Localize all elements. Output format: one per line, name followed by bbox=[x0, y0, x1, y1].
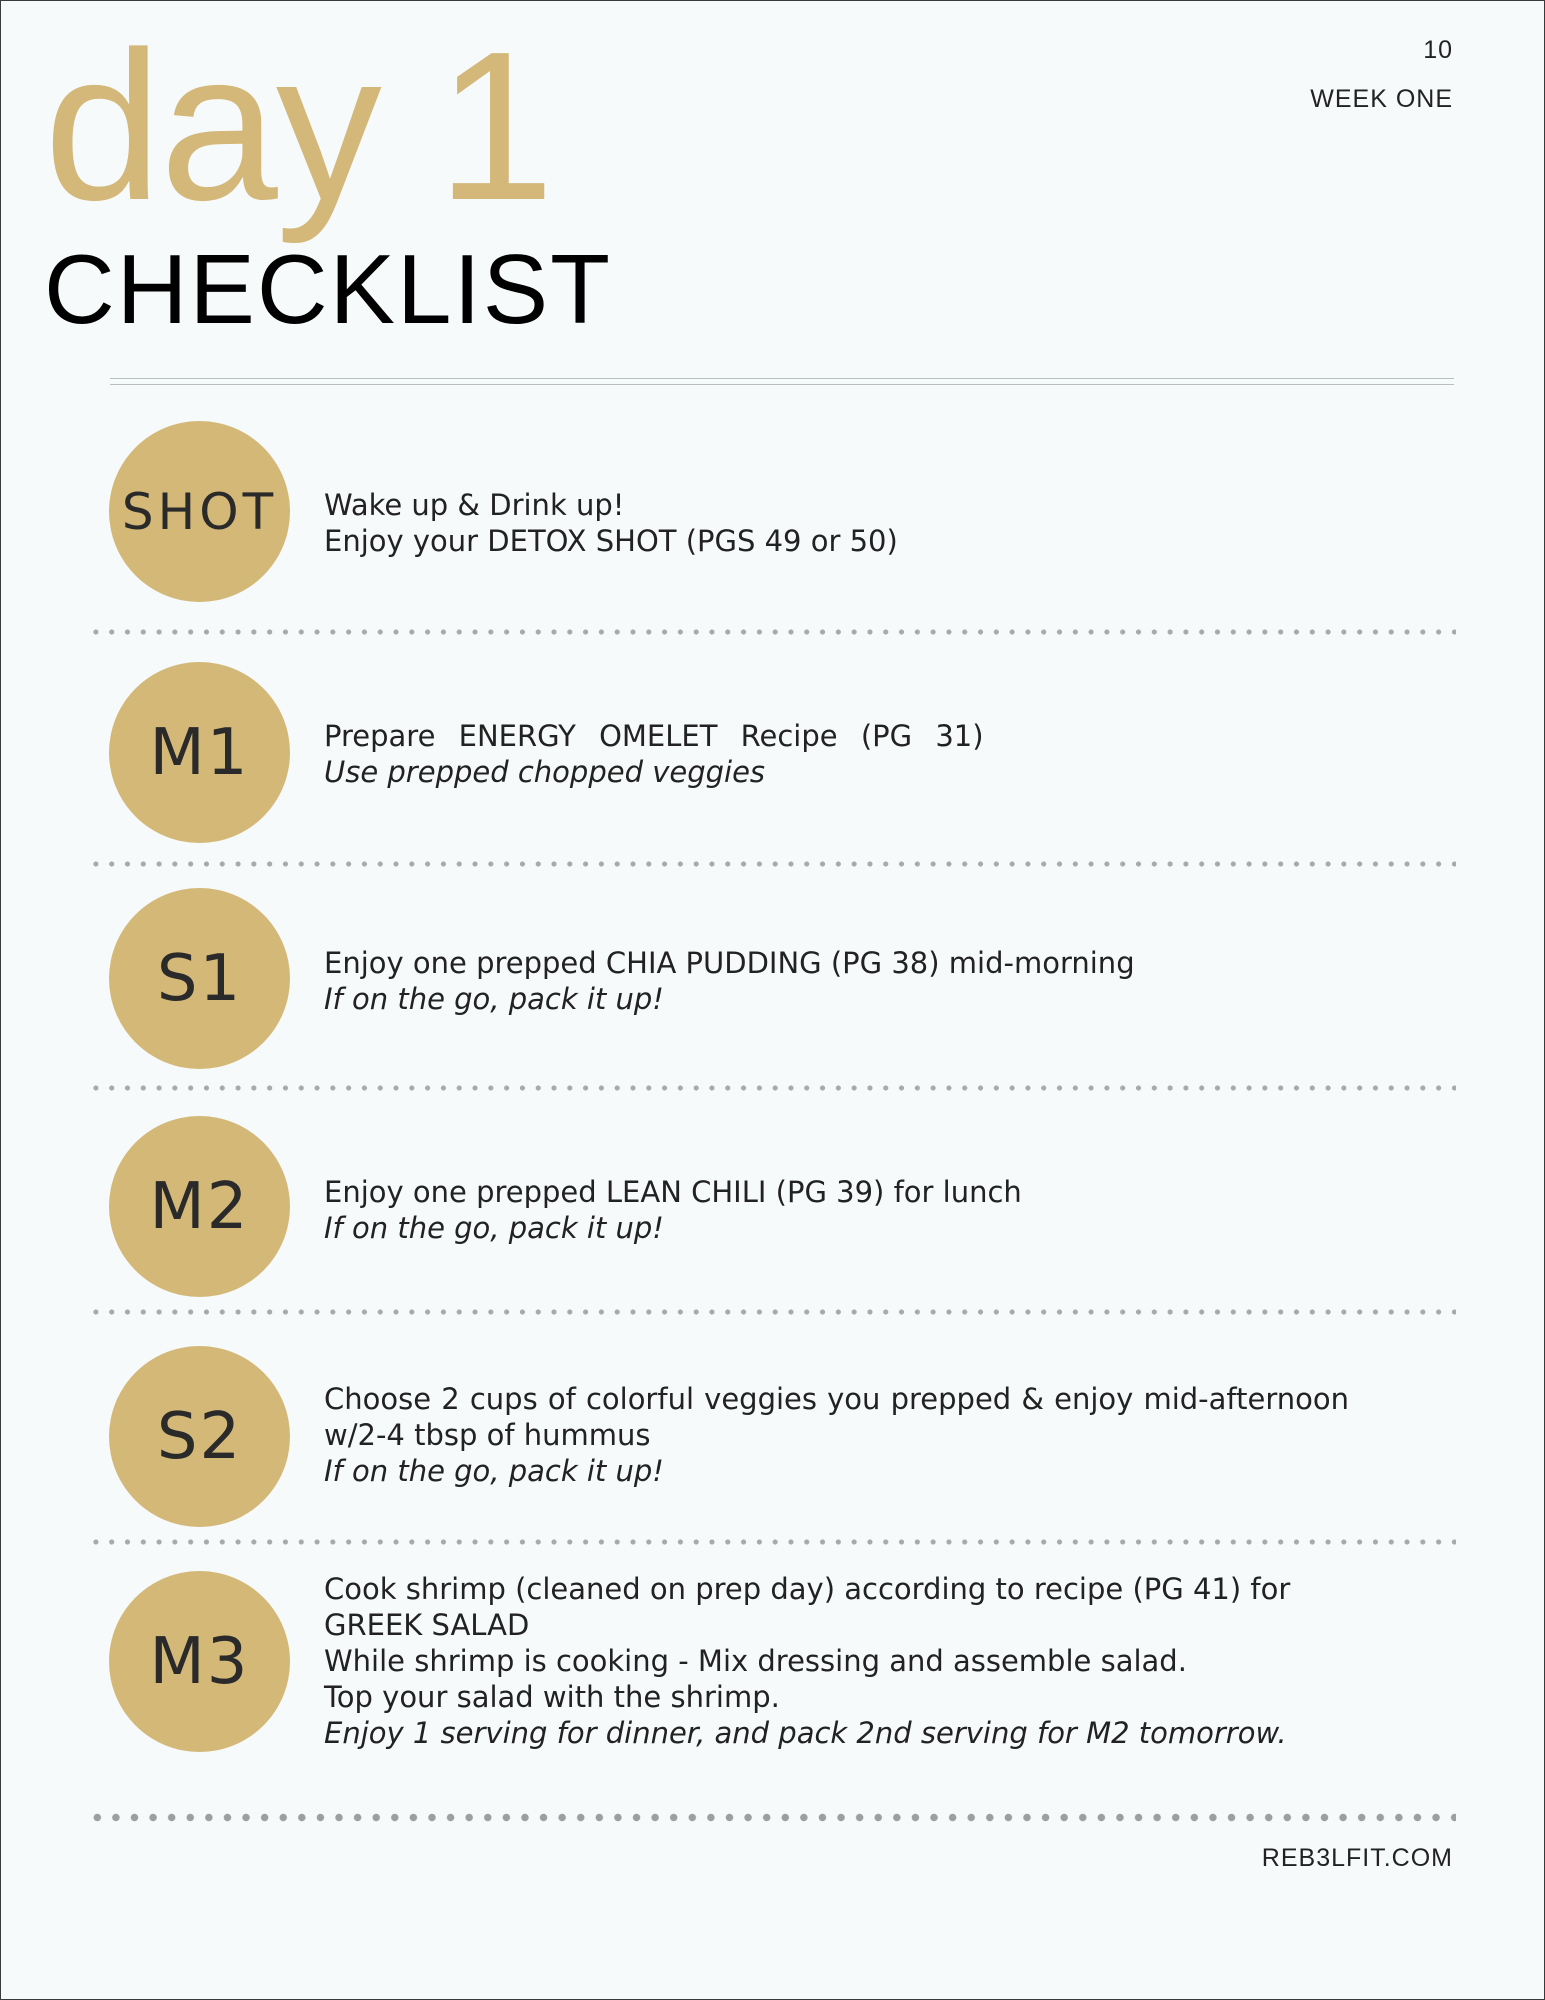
item-line: Use prepped chopped veggies bbox=[324, 755, 766, 789]
header-rule bbox=[110, 378, 1454, 379]
badge-circle-s1: S1 bbox=[109, 888, 290, 1069]
item-line: If on the go, pack it up! bbox=[324, 1211, 664, 1245]
item-line: Enjoy your DETOX SHOT (PGS 49 or 50) bbox=[324, 524, 898, 558]
badge-circle-m3: M3 bbox=[109, 1571, 290, 1752]
item-text-m3 bbox=[324, 1571, 1349, 1751]
badge-circle-shot: SHOT bbox=[109, 421, 290, 602]
dotted-divider bbox=[88, 1539, 1456, 1545]
badge-circle-m1: M1 bbox=[109, 662, 290, 843]
item-text-m1 bbox=[324, 718, 1349, 790]
item-line: Wake up & Drink up! bbox=[324, 488, 625, 522]
dotted-divider bbox=[88, 861, 1456, 867]
dotted-divider bbox=[88, 1309, 1456, 1315]
item-text-m2 bbox=[324, 1174, 1349, 1246]
item-text-s2 bbox=[324, 1381, 1349, 1489]
header-rule bbox=[110, 384, 1454, 385]
checklist-title: CHECKLIST bbox=[44, 234, 613, 344]
week-label: WEEK ONE bbox=[1310, 85, 1453, 113]
dotted-divider bbox=[88, 1813, 1456, 1822]
item-line: Enjoy one prepped CHIA PUDDING (PG 38) mid-morning bbox=[324, 946, 1135, 980]
item-line: While shrimp is cooking - Mix dressing and assemble salad. bbox=[324, 1644, 1187, 1678]
day-title: day 1 bbox=[44, 7, 553, 244]
footer-website: REB3LFIT.COM bbox=[1261, 1844, 1453, 1872]
badge-circle-s2: S2 bbox=[109, 1346, 290, 1527]
item-line: Prepare ENERGY OMELET Recipe (PG 31) bbox=[324, 719, 984, 753]
dotted-divider bbox=[88, 629, 1456, 635]
dotted-divider bbox=[88, 1085, 1456, 1091]
item-line: Top your salad with the shrimp. bbox=[324, 1680, 780, 1714]
item-line: Choose 2 cups of colorful veggies you prepped & enjoy mid-afternoon w/2-4 tbsp of hummus bbox=[324, 1382, 1349, 1452]
badge-circle-m2: M2 bbox=[109, 1116, 290, 1297]
item-line: Enjoy 1 serving for dinner, and pack 2nd serving for M2 tomorrow. bbox=[324, 1716, 1287, 1750]
item-line: If on the go, pack it up! bbox=[324, 1454, 664, 1488]
item-line: Cook shrimp (cleaned on prep day) according to recipe (PG 41) for GREEK SALAD bbox=[324, 1572, 1291, 1642]
page-number: 10 bbox=[1423, 36, 1453, 64]
item-line: If on the go, pack it up! bbox=[324, 982, 664, 1016]
item-text-s1 bbox=[324, 945, 1349, 1017]
item-line: Enjoy one prepped LEAN CHILI (PG 39) for lunch bbox=[324, 1175, 1022, 1209]
item-text-shot bbox=[324, 487, 1349, 559]
